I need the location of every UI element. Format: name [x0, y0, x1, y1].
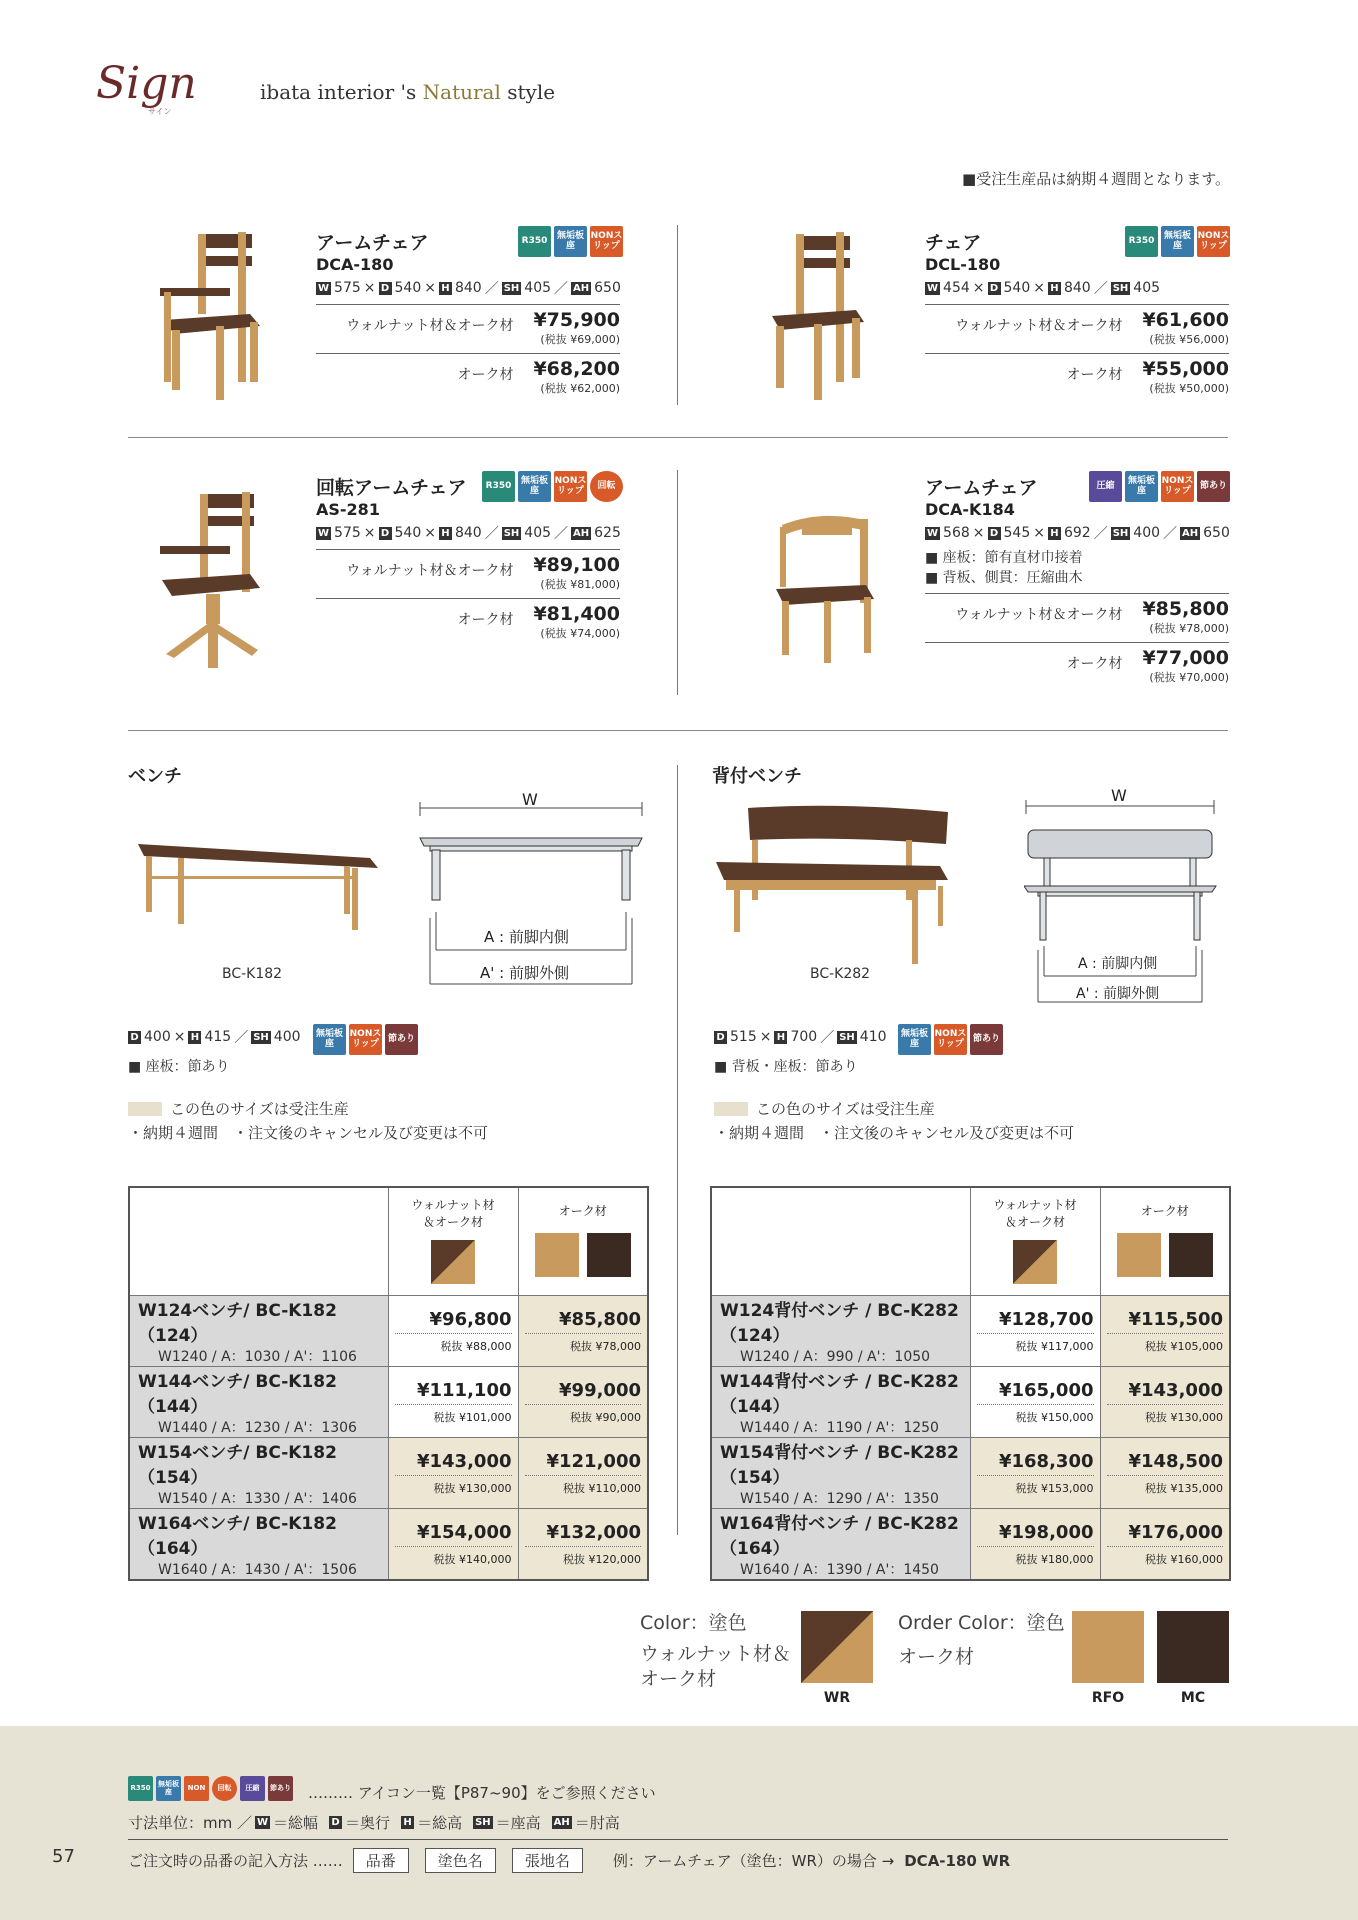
table-row: W124ベンチ/ BC-K182（124） W1240 / A：1030 / A'：1106 ¥96,800 税抜 ¥88,000 ¥85,800 税抜 ¥78,000 [129, 1295, 648, 1366]
dimensions: W 575 × D 540 × H 840 ／ SH 405 ／ AH 625 [318, 525, 621, 542]
knotted-wood-icon: 節あり [268, 1776, 293, 1801]
feature-icons [1089, 471, 1230, 502]
tagline: ibata interior 's Natural style [260, 80, 556, 104]
order-method: ご注文時の品番の記入方法 …… 品番 塗色名 張地名 例：アームチェア（塗色：WR）の場合 → DCA-180 WR [128, 1848, 1010, 1873]
compressed-wood-icon: 圧縮 [240, 1776, 265, 1801]
table-row: W164背付ベンチ / BC-K282（164） W1640 / A：1390 / A'：1450 ¥198,000 税抜 ¥180,000 ¥176,000 税抜 ¥160,000 [711, 1508, 1230, 1580]
a-label: A : 前脚内側 [1078, 956, 1158, 972]
feature-icons [518, 226, 623, 257]
a-label: A : 前脚内側 [484, 928, 569, 946]
order-color-label: Order Color：塗色 [898, 1612, 1065, 1634]
non-slip-icon: NONスリップ [349, 1024, 382, 1055]
table-row: W154ベンチ/ BC-K182（154） W1540 / A：1330 / A'：1406 ¥143,000 税抜 ¥130,000 ¥121,000 税抜 ¥110,000 [129, 1437, 648, 1508]
product-image-dca-180 [150, 226, 270, 404]
footer-divider [128, 1839, 1228, 1840]
oak-swatch [1117, 1233, 1161, 1277]
non-slip-icon: NONスリップ [934, 1024, 967, 1055]
order-color-material: オーク材 [898, 1646, 975, 1668]
table-row: W144背付ベンチ / BC-K282（144） W1440 / A：1190 / A'：1250 ¥165,000 税抜 ¥150,000 ¥143,000 税抜 ¥130,000 [711, 1366, 1230, 1437]
lead-time-notice: ■受注生産品は納期４週間となります。 [962, 170, 1230, 188]
mc-swatch [1157, 1611, 1229, 1683]
non-slip-icon: NONスリップ [1161, 471, 1194, 502]
knotted-wood-icon: 節あり [970, 1024, 1003, 1055]
solid-wood-seat-icon: 無垢板座 [313, 1024, 346, 1055]
product-name: チェア [925, 232, 982, 254]
section-title-back-bench: 背付ベンチ [712, 766, 802, 787]
bench-spec: ■ 座板：節あり [128, 1059, 230, 1075]
bench-image-bc-k182 [134, 832, 384, 956]
rfo-swatch [1072, 1611, 1144, 1683]
price-table-back-bench: ウォルナット材 ＆オーク材 オーク材 W124背付ベンチ / BC-K282（124） W1240 / A：990 / A'：1050 ¥128,700 税抜 ¥117,000 ¥115,500 税抜 ¥105,000 W144背付ベンチ / BC-K282（144） W1440 / A：1190 / A'：1250 ¥165,000 税抜 ¥150,000 ¥143,000 税抜 ¥130,000 W154背付ベンチ / BC-K282（154） W1540 / A：1290 / A'：1350 ¥168,300 税抜 ¥153,000 ¥148,500 税抜 ¥135,000 W164背付ベンチ / BC-K282（164） W1640 / A：1390 / A'：1450 ¥198,000 税抜 ¥180,000 ¥176,000 税抜 ¥160,000 [710, 1186, 1231, 1581]
wr-code: WR [823, 1690, 851, 1706]
icon-legend-note: ……… アイコン一覧【P87~90】をご参照ください [308, 1784, 656, 1802]
r350-icon: R350 [1125, 226, 1158, 257]
solid-wood-seat-icon: 無垢板座 [156, 1776, 181, 1801]
spec-seat: ■ 座板：節有直材巾接着 [925, 550, 1083, 566]
wr-swatch [801, 1611, 873, 1683]
r350-icon: R350 [518, 226, 551, 257]
product-code: AS-281 [316, 500, 380, 519]
price-row: オーク材 ¥55,000 (税抜 ¥50,000) [1066, 358, 1229, 395]
color-label: Color：塗色 [640, 1612, 747, 1634]
walnut-oak-swatch [1013, 1240, 1057, 1284]
price-row: ウォルナット材＆オーク材 ¥89,100 (税抜 ¥81,000) [346, 554, 620, 591]
non-slip-icon: NONスリップ [590, 226, 623, 257]
bench-image-bc-k282 [712, 800, 952, 974]
solid-wood-seat-icon: 無垢板座 [1125, 471, 1158, 502]
product-code: DCA-180 [316, 255, 394, 274]
dimensions: W 454 × D 540 × H 840 ／ SH 405 [927, 280, 1161, 297]
made-to-order-note: この色のサイズは受注生産 [128, 1098, 349, 1119]
price-row: オーク材 ¥81,400 (税抜 ¥74,000) [457, 603, 620, 640]
table-row: W124背付ベンチ / BC-K282（124） W1240 / A：990 / A'：1050 ¥128,700 税抜 ¥117,000 ¥115,500 税抜 ¥105,000 [711, 1295, 1230, 1366]
table-row: W164ベンチ/ BC-K182（164） W1640 / A：1430 / A'：1506 ¥154,000 税抜 ¥140,000 ¥132,000 税抜 ¥120,000 [129, 1508, 648, 1580]
brand-logo-sub: サイン [148, 107, 172, 116]
product-image-dca-k184 [762, 505, 882, 665]
mc-swatch [587, 1233, 631, 1277]
width-label: W [1111, 786, 1127, 805]
solid-wood-seat-icon: 無垢板座 [898, 1024, 931, 1055]
solid-wood-seat-icon: 無垢板座 [518, 471, 551, 502]
a2-label: A' : 前脚外側 [1076, 986, 1160, 1002]
walnut-oak-swatch [431, 1240, 475, 1284]
bench-diagram-bc-k282 [1024, 786, 1218, 1010]
solid-wood-seat-icon: 無垢板座 [1161, 226, 1194, 257]
solid-wood-seat-icon: 無垢板座 [554, 226, 587, 257]
compressed-wood-icon: 圧縮 [1089, 471, 1122, 502]
product-image-as-281 [150, 490, 270, 670]
divider [128, 437, 1228, 438]
icon-legend [128, 1776, 293, 1801]
price-row: ウォルナット材＆オーク材 ¥75,900 (税抜 ¥69,000) [346, 309, 620, 346]
r350-icon: R350 [128, 1776, 153, 1801]
product-name: 回転アームチェア [316, 477, 467, 499]
brand-logo: Sign [96, 58, 197, 109]
knotted-wood-icon: 節あり [385, 1024, 418, 1055]
swivel-icon: 回転 [590, 471, 623, 502]
oak-swatch [535, 1233, 579, 1277]
a2-label: A' : 前脚外側 [480, 964, 569, 982]
price-row: ウォルナット材＆オーク材 ¥61,600 (税抜 ¥56,000) [955, 309, 1229, 346]
non-slip-icon: NONスリップ [1197, 226, 1230, 257]
non-slip-icon: NON [184, 1776, 209, 1801]
price-row: ウォルナット材＆オーク材 ¥85,800 (税抜 ¥78,000) [955, 598, 1229, 635]
mc-code: MC [1180, 1690, 1206, 1706]
table-row: W154背付ベンチ / BC-K282（154） W1540 / A：1290 / A'：1350 ¥168,300 税抜 ¥153,000 ¥148,500 税抜 ¥135,000 [711, 1437, 1230, 1508]
bench-code: BC-K282 [810, 966, 871, 982]
dimensions: W 568 × D 545 × H 692 ／ SH 400 ／ AH 650 [927, 525, 1230, 542]
bench-dimensions: D 515 × H 700 ／ SH 410 [714, 1027, 887, 1047]
non-slip-icon: NONスリップ [554, 471, 587, 502]
divider [677, 225, 678, 405]
bench-dimensions: D 400 × H 415 ／ SH 400 [128, 1027, 301, 1047]
product-name: アームチェア [925, 477, 1038, 499]
product-image-dcl-180 [760, 226, 870, 404]
spec-back: ■ 背板、側貫：圧縮曲木 [925, 570, 1083, 586]
lead-time-note: ・納期４週間 ・注文後のキャンセル及び変更は不可 [714, 1124, 1075, 1142]
knotted-wood-icon: 節あり [1197, 471, 1230, 502]
price-row: オーク材 ¥68,200 (税抜 ¥62,000) [457, 358, 620, 395]
feature-icons [313, 1024, 418, 1055]
bench-code: BC-K182 [222, 966, 283, 982]
page-number: 57 [52, 1846, 75, 1867]
feature-icons [1125, 226, 1230, 257]
price-table-bench: ウォルナット材 ＆オーク材 オーク材 W124ベンチ/ BC-K182（124） W1240 / A：1030 / A'：1106 ¥96,800 税抜 ¥88,000 ¥85,800 税抜 ¥78,000 W144ベンチ/ BC-K182（144） W1440 / A：1230 / A'：1306 ¥111,100 税抜 ¥101,000 ¥99,000 税抜 ¥90,000 W154ベンチ/ BC-K182（154） W1540 / A：1330 / A'：1406 ¥143,000 税抜 ¥130,000 ¥121,000 税抜 ¥110,000 W164ベンチ/ BC-K182（164） W1640 / A：1430 / A'：1506 ¥154,000 税抜 ¥140,000 ¥132,000 税抜 ¥120,000 [128, 1186, 649, 1581]
divider [677, 470, 678, 695]
r350-icon: R350 [482, 471, 515, 502]
product-name: アームチェア [316, 232, 429, 254]
lead-time-note: ・納期４週間 ・注文後のキャンセル及び変更は不可 [128, 1124, 489, 1142]
product-code: DCL-180 [925, 255, 1001, 274]
units-legend: 寸法単位：mm ／ W ＝総幅 D ＝奥行 H ＝総高 SH ＝座高 AH ＝肘高 [128, 1814, 620, 1832]
divider [128, 730, 1228, 731]
product-code: DCA-K184 [925, 500, 1015, 519]
table-row: W144ベンチ/ BC-K182（144） W1440 / A：1230 / A'：1306 ¥111,100 税抜 ¥101,000 ¥99,000 税抜 ¥90,000 [129, 1366, 648, 1437]
width-label: W [522, 790, 538, 809]
feature-icons [482, 471, 623, 502]
dimensions: W 575 × D 540 × H 840 ／ SH 405 ／ AH 650 [318, 280, 621, 297]
price-row: オーク材 ¥77,000 (税抜 ¥70,000) [1066, 647, 1229, 684]
section-title-bench: ベンチ [128, 766, 182, 787]
color-material: ウォルナット材＆ オーク材 [640, 1643, 791, 1690]
mc-swatch [1169, 1233, 1213, 1277]
swivel-icon: 回転 [212, 1776, 237, 1801]
product-dca-k184 [925, 473, 1230, 685]
made-to-order-note: この色のサイズは受注生産 [714, 1098, 935, 1119]
bench-spec: ■ 背板・座板：節あり [714, 1059, 858, 1075]
rfo-code: RFO [1091, 1690, 1125, 1706]
divider [677, 765, 678, 1535]
feature-icons [898, 1024, 1003, 1055]
